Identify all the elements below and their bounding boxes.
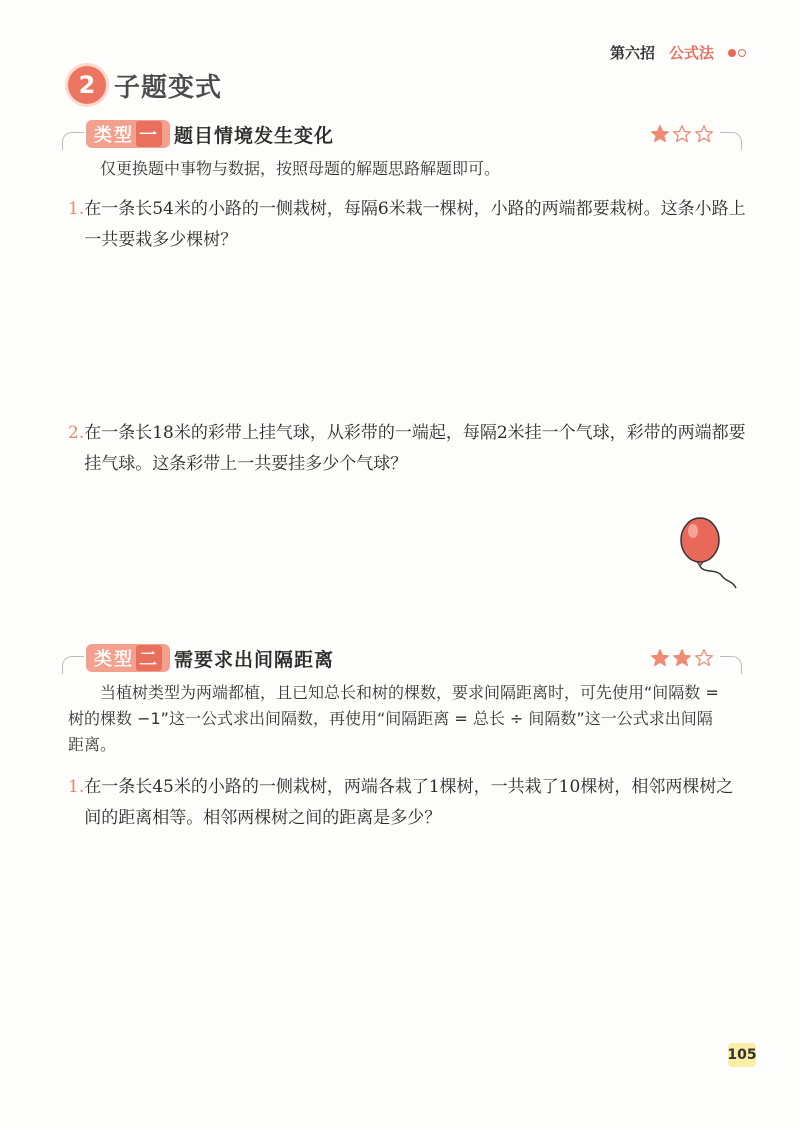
type-tag-number: 一	[136, 121, 162, 147]
difficulty-stars	[650, 124, 714, 144]
type-tag-text: 类型	[94, 125, 134, 146]
bracket-left-decoration	[62, 132, 84, 150]
bracket-right-decoration	[720, 132, 742, 150]
problem-text: 在一条长18米的彩带上挂气球，从彩带的一端起，每隔2米挂一个气球，彩带的两端都要挂气球。这条彩带上一共要挂多少个气球？	[84, 423, 746, 474]
star-outline-icon	[694, 124, 714, 144]
problem-number: 2.	[68, 423, 85, 443]
difficulty-stars	[650, 648, 714, 668]
star-filled-icon	[650, 124, 670, 144]
type-one-header	[62, 118, 742, 154]
star-outline-icon	[672, 124, 692, 144]
problem-item	[68, 772, 748, 834]
problem-item	[68, 418, 748, 480]
type-one-tip: 仅更换题中事物与数据，按照母题的解题思路解题即可。	[100, 159, 501, 178]
balloon-icon	[676, 516, 742, 592]
running-header	[610, 42, 746, 63]
problem-number: 1.	[68, 777, 85, 797]
problem-text: 在一条长45米的小路的一侧栽树，两端各栽了1棵树，一共栽了10棵树，相邻两棵树之间的距离相等。相邻两棵树之间的距离是多少？	[84, 777, 734, 828]
type-title: 题目情境发生变化	[174, 125, 335, 147]
star-outline-icon	[694, 648, 714, 668]
decorative-dots-icon	[728, 49, 746, 57]
problem-number: 1.	[68, 199, 85, 219]
type-tag-number: 二	[136, 645, 162, 671]
bracket-right-decoration	[720, 656, 742, 674]
method-label: 公式法	[668, 44, 714, 62]
problem-item	[68, 194, 748, 256]
type-tag	[86, 644, 170, 672]
chapter-label: 第六招	[609, 44, 655, 62]
section-heading: 子题变式	[114, 72, 223, 103]
problem-text: 在一条长54米的小路的一侧栽树，每隔6米栽一棵树，小路的两端都要栽树。这条小路上一共要栽多少棵树？	[84, 199, 746, 250]
type-two-header	[62, 642, 742, 678]
type-tag-text: 类型	[94, 649, 134, 670]
type-two-tip: 当植树类型为两端都植，且已知总长和树的棵数，要求间隔距离时，可先使用“间隔数 = 树的棵数 −1”这一公式求出间隔数，再使用“间隔距离 = 总长 ÷ 间隔数”这一公式求出间隔距离。	[68, 683, 719, 754]
section-title	[68, 66, 222, 104]
section-number-badge: 2	[68, 66, 106, 104]
type-title: 需要求出间隔距离	[174, 649, 335, 671]
star-filled-icon	[650, 648, 670, 668]
type-tag	[86, 120, 170, 148]
bracket-left-decoration	[62, 656, 84, 674]
page-number: 105	[728, 1043, 756, 1067]
star-filled-icon	[672, 648, 692, 668]
